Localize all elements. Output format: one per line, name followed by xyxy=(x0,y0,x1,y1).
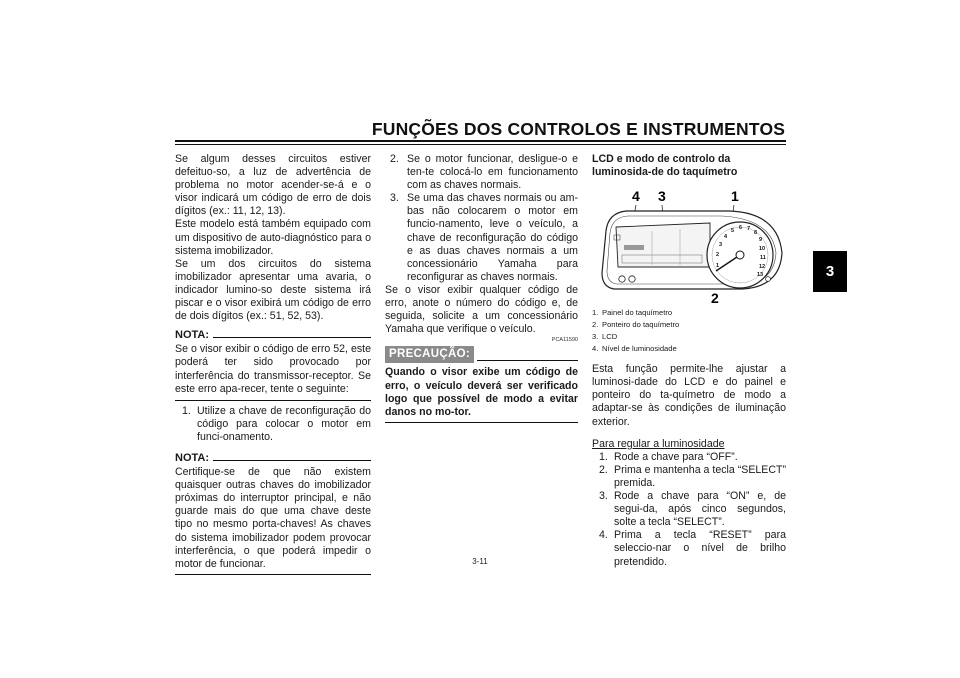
step-number: 2. xyxy=(390,153,399,165)
note-label: NOTA: xyxy=(175,451,210,464)
section-heading: LCD e modo de controlo da luminosida-de do taquímetro xyxy=(592,153,738,179)
tachometer-illustration xyxy=(592,183,786,305)
note-label: NOTA: xyxy=(175,329,210,342)
step-text: Prima e mantenha a tecla “SELECT” premida. xyxy=(614,463,786,489)
caution-label: PRECAUÇÃO: xyxy=(385,346,474,363)
callout-1: 1 xyxy=(731,188,739,205)
list-item xyxy=(592,490,786,529)
subheading: Para regular a luminosidade xyxy=(592,437,725,450)
legend-item xyxy=(592,307,786,319)
title-rule xyxy=(175,140,786,142)
figure-legend xyxy=(592,307,786,355)
legend-text: LCD xyxy=(602,332,618,342)
paragraph: Se o visor exibir qualquer código de erro, anote o número do código e, de seguida, solicite a um concessionário Yamaha que verifique o veículo. xyxy=(385,283,578,336)
tach-label: 1 xyxy=(716,263,720,270)
callout-2: 2 xyxy=(711,290,719,306)
instrument-figure xyxy=(592,183,786,305)
legend-text: Nível de luminosidade xyxy=(602,344,677,354)
paragraph: Se um dos circuitos do sistema imobilizador apresentar uma avaria, o indicador lumino-so deste sistema irá piscar e o visor exibirá um código de erro de dois dígitos (ex.: 51, 52, 53). xyxy=(175,257,371,323)
step-text: Prima a tecla “RESET” para seleccio-nar o nível de brilho pretendido. xyxy=(614,529,786,568)
list-item xyxy=(592,451,786,464)
reference-code: PCA11590 xyxy=(551,337,578,344)
column-3 xyxy=(592,153,786,569)
legend-number: 3. xyxy=(592,332,599,342)
note-line xyxy=(213,337,371,338)
step-number: 3. xyxy=(599,490,608,503)
caution-heading xyxy=(385,346,578,363)
tach-label: 2 xyxy=(716,252,720,259)
list-item xyxy=(592,464,786,490)
column-1 xyxy=(175,153,371,575)
note-divider xyxy=(175,400,371,401)
step-number: 3. xyxy=(390,192,399,205)
caution-line xyxy=(477,360,578,361)
note-heading xyxy=(175,329,371,342)
step-text: Utilize a chave de reconfiguração do código para colocar o motor em funci-onamento. xyxy=(197,404,371,443)
step-list xyxy=(385,153,578,284)
callout-4: 4 xyxy=(632,188,640,205)
step-text: Rode a chave para “ON” e, de segui-da, após cinco segundos, solte a tecla “SELECT”. xyxy=(614,490,786,529)
tach-label: 13 xyxy=(757,272,764,279)
step-number: 4. xyxy=(599,529,608,542)
tach-label: 9 xyxy=(759,237,763,244)
step-text: Rode a chave para “OFF”. xyxy=(614,450,738,463)
step-text: Se o motor funcionar, desligue-o e ten-te colocá-lo em funcionamento com as chaves normais. xyxy=(407,153,578,192)
list-item xyxy=(175,405,371,444)
page-number: 3-11 xyxy=(472,557,488,566)
page-title: FUNÇÕES DOS CONTROLOS E INSTRUMENTOS xyxy=(371,119,786,139)
legend-number: 4. xyxy=(592,344,599,354)
tach-label: 10 xyxy=(759,246,766,253)
caution-text: Quando o visor exibe um código de erro, o veículo deverá ser verificado logo que possível de modo a evitar danos no mo-tor. xyxy=(385,366,578,418)
paragraph: Este modelo está também equipado com um dispositivo de auto-diagnóstico para o sistema imobilizador. xyxy=(175,218,371,257)
chapter-tab: 3 xyxy=(813,251,847,292)
tach-label: 8 xyxy=(754,230,758,237)
legend-item xyxy=(592,319,786,331)
legend-number: 1. xyxy=(592,308,599,318)
title-rule-thin xyxy=(175,144,786,145)
tach-label: 3 xyxy=(719,242,723,249)
legend-item xyxy=(592,331,786,343)
note-heading xyxy=(175,452,371,465)
legend-number: 2. xyxy=(592,320,599,330)
legend-text: Painel do taquímetro xyxy=(602,308,673,318)
note-end-rule xyxy=(175,574,371,575)
tach-label: 4 xyxy=(724,234,728,241)
tach-label: 11 xyxy=(760,255,766,262)
paragraph: Se algum desses circuitos estiver defeituo-so, a luz de advertência de problema no motor acender-se-á e o visor indicará um código de erro de dois dígitos (ex.: 11, 12, 13). xyxy=(175,153,371,218)
note-line xyxy=(213,460,371,461)
note-text: Certifique-se de que não existem quaisquer outras chaves do imobilizador próximas do interruptor principal, e não guarde mais do que uma chave deste tipo no mesmo porta-chaves! As chaves do sistema imobilizador podem provocar interferência, o que poderá impedir o motor de funcionar. xyxy=(175,466,371,570)
step-list xyxy=(175,405,371,444)
tach-label: 7 xyxy=(747,226,751,233)
callout-3: 3 xyxy=(658,188,666,205)
step-number: 1. xyxy=(182,404,191,417)
list-item xyxy=(385,192,578,284)
caution-end-rule xyxy=(385,422,578,423)
tach-label: 5 xyxy=(731,228,735,235)
list-item xyxy=(592,529,786,568)
step-list xyxy=(592,451,786,569)
tach-label: 6 xyxy=(739,225,743,232)
step-text: Se uma das chaves normais ou am-bas não colocarem o motor em funcio-namento, leve o veículo, a chave de reconfiguração do código e as duas chaves normais a um concessionário Yamaha para reconfigurar as chaves normais. xyxy=(407,192,578,283)
column-2 xyxy=(385,153,578,423)
step-number: 1. xyxy=(599,450,608,463)
legend-item xyxy=(592,343,786,355)
step-number: 2. xyxy=(599,463,608,476)
tach-label: 12 xyxy=(759,264,766,271)
list-item xyxy=(385,153,578,192)
paragraph: Esta função permite-lhe ajustar a luminosi-dade do LCD e do painel e ponteiro do ta-químetro de modo a adaptar-se às condições de iluminação exterior. xyxy=(592,363,786,428)
note-text: Se o visor exibir o código de erro 52, este poderá ter sido provocado por interferência do transmissor-receptor. Se este erro apa-recer, tente o seguinte: xyxy=(175,343,371,395)
legend-text: Ponteiro do taquímetro xyxy=(602,320,680,330)
